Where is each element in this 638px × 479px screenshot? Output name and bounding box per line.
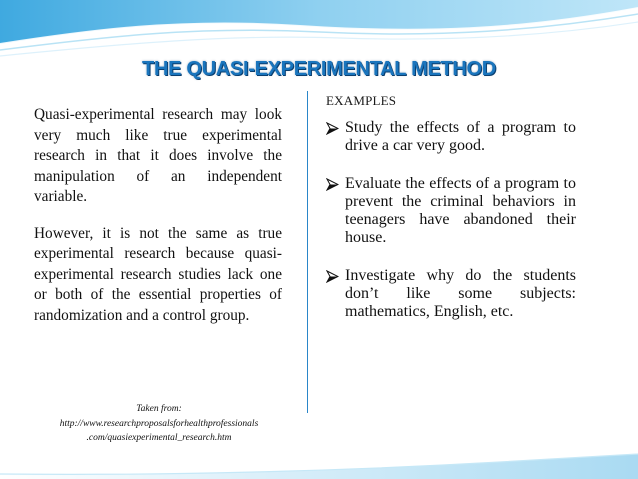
top-wave-decoration bbox=[0, 0, 638, 60]
example-text: Study the effects of a program to drive a car very good. bbox=[345, 119, 576, 154]
description-column bbox=[34, 105, 282, 342]
slide-title: THE QUASI-EXPERIMENTAL METHOD bbox=[142, 58, 496, 80]
paragraph-definition: Quasi-experimental research may look very much like true experimental research in that it does involve the manipulation of an independent variable. bbox=[34, 106, 282, 205]
example-item bbox=[326, 267, 576, 321]
arrow-bullet-icon bbox=[326, 122, 339, 135]
source-url-line1: http://www.researchproposalsforhealthprofessionals bbox=[59, 418, 259, 429]
bottom-wave-decoration bbox=[0, 452, 638, 479]
examples-heading: EXAMPLES bbox=[326, 93, 397, 108]
source-citation bbox=[30, 402, 288, 446]
column-divider bbox=[307, 91, 308, 413]
example-item bbox=[326, 119, 576, 155]
arrow-bullet-icon bbox=[326, 178, 339, 191]
source-label: Taken from: bbox=[136, 404, 182, 414]
example-text: Evaluate the effects of a program to prevent the criminal behaviors in teenagers have abandoned their house. bbox=[345, 175, 576, 246]
example-text: Investigate why do the students don’t like some subjects: mathematics, English, etc. bbox=[345, 267, 576, 320]
arrow-bullet-icon bbox=[326, 270, 339, 283]
example-item bbox=[326, 175, 576, 247]
paragraph-difference: However, it is not the same as true experimental research because quasi-experimental research studies lack one or both of the essential properties of randomization and a control group. bbox=[34, 224, 282, 324]
source-url-line2: .com/quasiexperimental_research.htm bbox=[86, 433, 232, 443]
examples-list bbox=[326, 119, 576, 341]
